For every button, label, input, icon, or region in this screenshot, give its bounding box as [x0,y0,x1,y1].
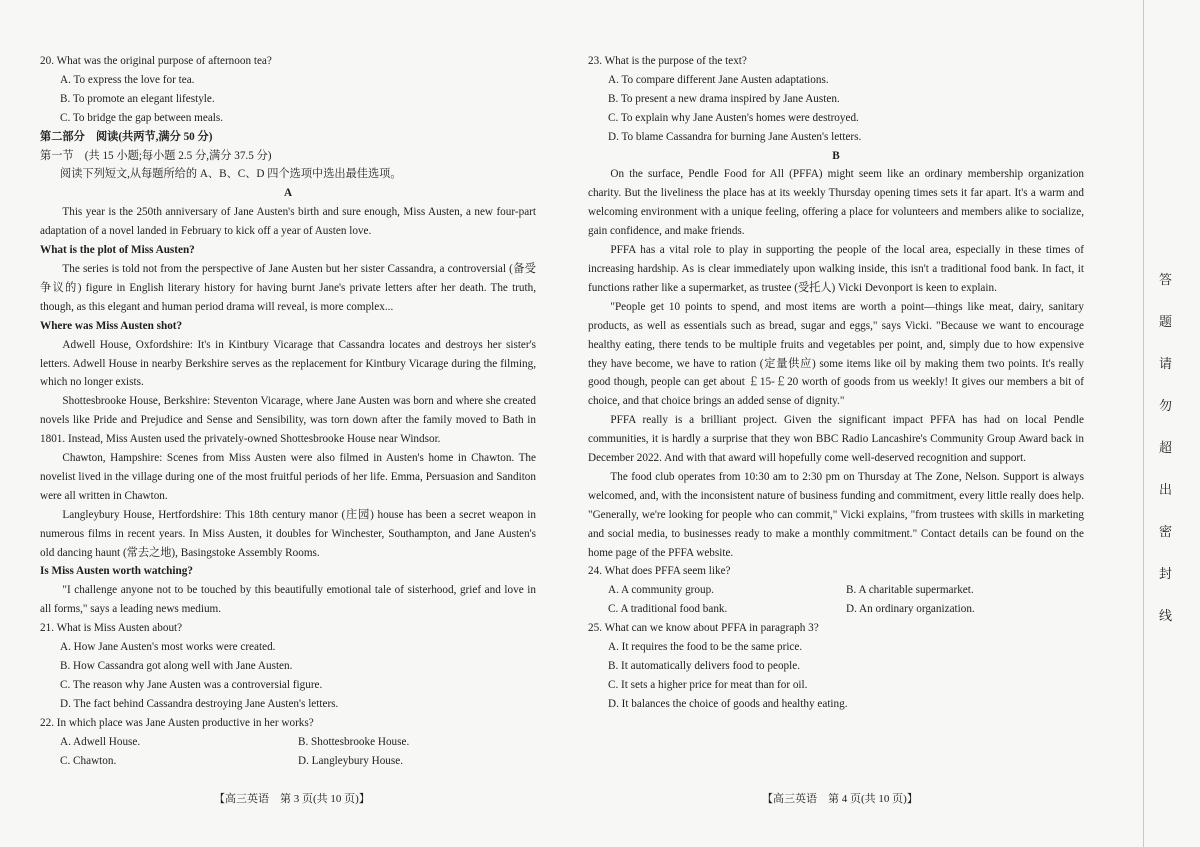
binding-margin [1137,0,1200,847]
q23-option-c: C. To explain why Jane Austen's homes were destroyed. [608,111,859,124]
passage-a-paragraph-6: Langleybury House, Hertfordshire: This 18th century manor (庄园) house has been a secret weapon in numerous films in recent years. In Miss Austen, it doubles for Winchester, Southampton, and Jane Austen's old dancing haunt (常去之地), Basingstoke Assembly Rooms. [40,508,536,559]
passage-b-paragraph-2: PFFA has a vital role to play in supporting the people of the local area, especially in these times of increasing hardship. As is clear immediately upon walking inside, this isn't a traditional food bank. In fact, it functions rather like a supermarket, as trustee (受托人) Vicki Devonport is keen to explain. [588,244,1084,294]
q22-option-b: B. Shottesbrooke House. [298,735,410,748]
q24-option-c: C. A traditional food bank. [608,603,728,616]
heading-worth: Is Miss Austen worth watching? [40,565,193,578]
q21-option-d: D. The fact behind Cassandra destroying Jane Austen's letters. [60,697,339,710]
q23-stem: 23. What is the purpose of the text? [588,55,747,67]
q20-option-c: C. To bridge the gap between meals. [60,111,224,124]
heading-plot: What is the plot of Miss Austen? [40,244,195,257]
passage-b-paragraph-1: On the surface, Pendle Food for All (PFFA) might seem like an ordinary membership organization charity. But the liveliness the place has at its weekly Thursday opening times sets it far apart. It's a warm and welcoming environment with a unique feeling, offering a place for volunteers and members alike to socialize, gain confidence, and make friends. [588,168,1084,238]
q21-option-b: B. How Cassandra got along well with Jane Austen. [60,660,293,672]
binding-char: 答 [1159,273,1173,288]
passage-a-paragraph-4: Shottesbrooke House, Berkshire: Steventon Vicarage, where Jane Austen was born and where she created novels like Pride and Prejudice and Sense and Sensibility, was torn down after the family moved to Bath in 1801. Instead, Miss Austen used the privately-owned Shottesbrooke House near Windsor. [40,395,536,446]
binding-warning-text [1159,272,1181,650]
passage-b-paragraph-4: PFFA really is a brilliant project. Given the significant impact PFFA has had on local Pendle communities, it is hardly a surprise that they won BBC Radio Lancashire's Community Group Award back in December 2022. And with that award will hopefully come well-deserved recognition and support. [588,414,1084,465]
q24-option-a: A. A community group. [608,584,714,597]
left-column [40,52,536,770]
passage-a-paragraph-3: Adwell House, Oxfordshire: It's in Kintbury Vicarage that Cassandra locates and destroys her sister's letters. Adwell House in nearby Berkshire serves as the replacement for Kintbury Vicarage during the filming, which no longer exists. [40,338,536,389]
binding-char: 题 [1159,315,1173,330]
section1-heading: 第一节 (共 15 小题;每小题 2.5 分,满分 37.5 分) [40,149,272,162]
binding-char: 封 [1159,567,1173,582]
q25-option-d: D. It balances the choice of goods and healthy eating. [608,697,848,710]
passage-a-paragraph-1: This year is the 250th anniversary of Jane Austen's birth and sure enough, Miss Austen, a new four-part adaptation of a novel landed in February to kick off a year of Austen love. [40,206,536,238]
q25-option-a: A. It requires the food to be the same price. [608,641,803,654]
q22-option-d: D. Langleybury House. [298,754,404,767]
q25-option-c: C. It sets a higher price for meat than for oil. [608,678,808,691]
binding-char: 密 [1159,525,1173,540]
q25-option-b: B. It automatically delivers food to people. [608,660,801,672]
passage-a-label: A [283,187,293,200]
q22-option-a: A. Adwell House. [60,735,141,748]
q24-option-d: D. An ordinary organization. [846,603,975,616]
binding-char: 勿 [1159,399,1173,414]
part2-heading: 第二部分 阅读(共两节,满分 50 分) [40,130,213,143]
q20-option-b: B. To promote an elegant lifestyle. [60,92,215,105]
q22-options [40,733,536,771]
binding-char: 线 [1159,609,1173,624]
q23-option-d: D. To blame Cassandra for burning Jane Austen's letters. [608,130,862,143]
passage-b-paragraph-5: The food club operates from 10:30 am to 2:30 pm on Thursday at The Zone, Nelson. Support is always welcomed, and, with the inconsistent nature of business funding and commitment, every little really does help. "Generally, we're looking for people who can commit," Vicki explains, "from trustees with skills in marketing and social media, to businesses ready to make a monthly commitment." Contact details can be found on the home page of the PFFA website. [588,470,1084,559]
passage-a-paragraph-7: "I challenge anyone not to be touched by this beautifully emotional tale of sisterhood, grief and love in all forms," says a leading news medium. [40,584,536,616]
binding-char: 超 [1159,441,1173,456]
q24-stem: 24. What does PFFA seem like? [588,565,731,578]
q20-stem: 20. What was the original purpose of afternoon tea? [40,55,272,67]
passage-a-paragraph-5: Chawton, Hampshire: Scenes from Miss Austen were also filmed in Austen's home in Chawton. The novelist lived in the village during one of the most fruitful periods of her life. Emma, Persuasion and Sanditon were all written in Chawton. [40,452,536,502]
q24-options [588,581,1084,619]
heading-shot: Where was Miss Austen shot? [40,319,183,332]
q24-option-b: B. A charitable supermarket. [846,584,974,597]
q21-option-a: A. How Jane Austen's most works were created. [60,641,276,654]
binding-char: 请 [1159,357,1173,372]
q25-stem: 25. What can we know about PFFA in paragraph 3? [588,622,819,635]
q23-option-a: A. To compare different Jane Austen adaptations. [608,73,829,86]
binding-char: 出 [1159,483,1173,498]
passage-b-paragraph-3: "People get 10 points to spend, and most items are worth a point—things like meat, dairy, sanitary products, as well as essentials such as bread, sugar and eggs," says Vicki. "Because we want to encourage healthy eating, there tends to be multiple fruits and vegetables per point, and, simply due to how expensive they have become, we have to ration (定量供应) some items like oil by making them two points. It's really good though, people can get about ￡15-￡20 worth of goods from us weekly! It gives our members a bit of choice, and that choice brings an added sense of dignity." [588,300,1084,408]
passage-a-paragraph-2: The series is told not from the perspective of Jane Austen but her sister Cassandra, a controversial (备受争议的) figure in English literary history for having burnt Jane's private letters after her death. The truth, though, as this elegant and human period drama will reveal, is more complex... [40,262,536,313]
page-footer-left: 【高三英语 第 3 页(共 10 页)】 [214,793,370,805]
right-column [588,52,1084,714]
q22-stem: 22. In which place was Jane Austen productive in her works? [40,716,314,729]
q21-stem: 21. What is Miss Austen about? [40,622,183,635]
page-footer-right: 【高三英语 第 4 页(共 10 页)】 [762,793,918,805]
binding-line [1143,0,1144,847]
reading-instructions: 阅读下列短文,从每题所给的 A、B、C、D 四个选项中选出最佳选项。 [60,168,402,181]
q21-option-c: C. The reason why Jane Austen was a controversial figure. [60,678,323,691]
passage-b-label: B [832,149,840,162]
q23-option-b: B. To present a new drama inspired by Jane Austen. [608,92,840,105]
q20-option-a: A. To express the love for tea. [60,73,195,86]
q22-option-c: C. Chawton. [60,754,117,767]
